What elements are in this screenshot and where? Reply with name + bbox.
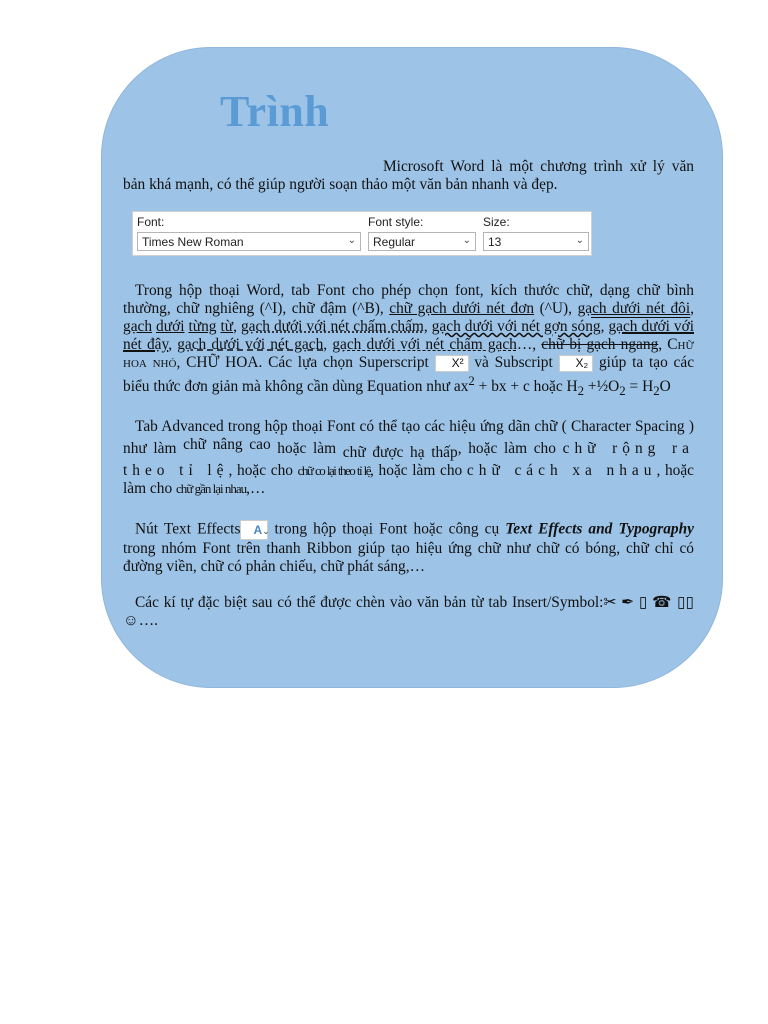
underline-word: từng [188,318,217,335]
text-run: , hoặc làm cho [457,440,563,458]
symbol-glyphs: ✂ ✒ ▯ ☎ ▯▯ ☺…. [123,594,694,630]
underline-thick: gạch dưới với nét đậy [123,318,694,353]
subscript-icon: X₂ [559,355,594,372]
chevron-down-icon: ⌄ [347,235,356,246]
text-effects-icon [240,520,268,540]
size-value: 13 [488,235,502,249]
chevron-down-icon: ⌄ [575,235,584,246]
text-run: , [168,336,178,353]
all-caps-text: CHỮ HOA [186,354,259,371]
underline-wavy: gạch dưới với nét gợn sóng [431,318,601,335]
text-run: +½O [584,378,620,396]
style-label: Font style: [368,215,424,229]
lowered-text: chữ được hạ thấp [342,444,458,462]
underline-word: từ [220,318,234,335]
size-column [483,215,589,251]
raised-text: chữ nâng cao [183,436,271,454]
text-run: Nút Text Effects [135,520,241,538]
text-run: trong nhóm Font trên thanh Ribbon giúp tạo hiệu ứng chữ như chữ có bóng, chữ chỉ có đường viền, chữ có phản chiếu, chữ phát sáng,… [123,540,694,576]
paragraph-gap [123,400,694,418]
text-run: , hoặc làm cho [123,462,695,498]
text-run: hoặc làm [270,440,343,458]
underline-word: gạch [123,318,153,335]
text-run: Tab Advanced trong hộp thoại Font có thể tạo các hiệu ứng dãn chữ ( Character Spacing ) như làm [123,418,694,458]
underline-dash-dot: gạch dưới với nét chấm gạch [332,336,517,353]
chevron-down-icon: ⌄ [462,235,471,246]
superscript-icon: X² [435,355,469,372]
text-run: O [659,378,671,396]
text-run: = H [625,378,654,396]
font-column [137,215,361,251]
intro-paragraph: Microsoft Word là một chương trình xử lý văn bản khá mạnh, có thể giúp người soạn thảo một văn bản nhanh và đẹp. [123,158,694,193]
subscript: 2 [653,384,660,399]
underline-double: gạch dưới nét đôi [577,300,691,317]
font-label: Font: [137,215,165,229]
text-run: , [600,318,609,335]
style-select [368,232,476,251]
text-run: và Subscript [468,354,559,371]
style-value: Regular [373,235,416,249]
text-run: , [233,318,241,335]
strikethrough-text: chữ bị gạch ngang [541,336,659,353]
underline-dash: gạch dưới với nét gạch [177,336,324,353]
document-body [123,158,694,630]
expanded-spacing-text: chữ cách xa nhau [466,462,657,480]
expanded-spacing-text: chữ rộng ra theo tỉ lệ [123,440,694,480]
small-caps-text: Chữ hoa nhỏ [123,336,695,371]
text-run: Các kí tự đặc biệt sau có thể được chèn vào văn bản từ tab Insert/Symbol: [135,594,604,612]
advanced-tab-paragraph [123,418,694,498]
font-value: Times New Roman [142,235,244,249]
page-title: Trình [220,87,330,136]
text-run: , [423,318,432,335]
text-run: (^U), [534,300,578,317]
text-run: , [690,300,694,317]
underline-dotted: gạch dưới với nét chấm chấm [240,318,424,335]
text-run: + bx + c hoặc H [474,378,578,396]
text-run: giúp ta tạo các biểu thức đơn giản mà không cần dùng Equation như ax [123,354,695,396]
bold-italic-text: Text Effects and Typography [505,520,694,538]
text-run: , [323,336,333,353]
text-run: , [658,336,668,353]
style-column [368,215,476,251]
text-run: , hoặc làm cho [370,462,467,480]
underline-single: chữ gạch dưới nét đơn [389,300,535,317]
text-run: ,… [246,480,266,498]
size-label: Size: [483,215,510,229]
chevron-down-icon: ⌄ [262,526,270,537]
symbols-paragraph [123,594,694,630]
underline-word: dưới [156,318,185,335]
text-effects-letter: A [253,523,263,538]
text-run: …, [516,336,542,353]
text-run: Trong hộp thoại Word, tab Font cho phép chọn font, kích thước chữ, dạng chữ bình thường, chữ nghiêng (^I), chữ đậm (^B), [123,282,694,317]
condensed-scale-text: chữ co lại theo tỉ lệ [297,463,371,479]
text-run: trong hộp thoại Font hoặc công cụ [268,520,506,538]
condensed-spacing-text: chữ gần lại nhau [176,481,247,497]
text-run: , hoặc cho [228,462,298,480]
superscript: 2 [468,374,475,388]
font-select [137,232,361,251]
font-dialog-image [132,211,592,256]
paragraph-gap [123,576,694,594]
subscript: 2 [619,384,626,399]
text-run: . Các lựa chọn Superscript [258,354,435,371]
text-effects-paragraph [123,520,694,576]
subscript: 2 [577,384,585,399]
text-run: , [176,354,187,371]
font-tab-paragraph [123,282,694,400]
size-select [483,232,589,251]
paragraph-gap [123,498,694,520]
